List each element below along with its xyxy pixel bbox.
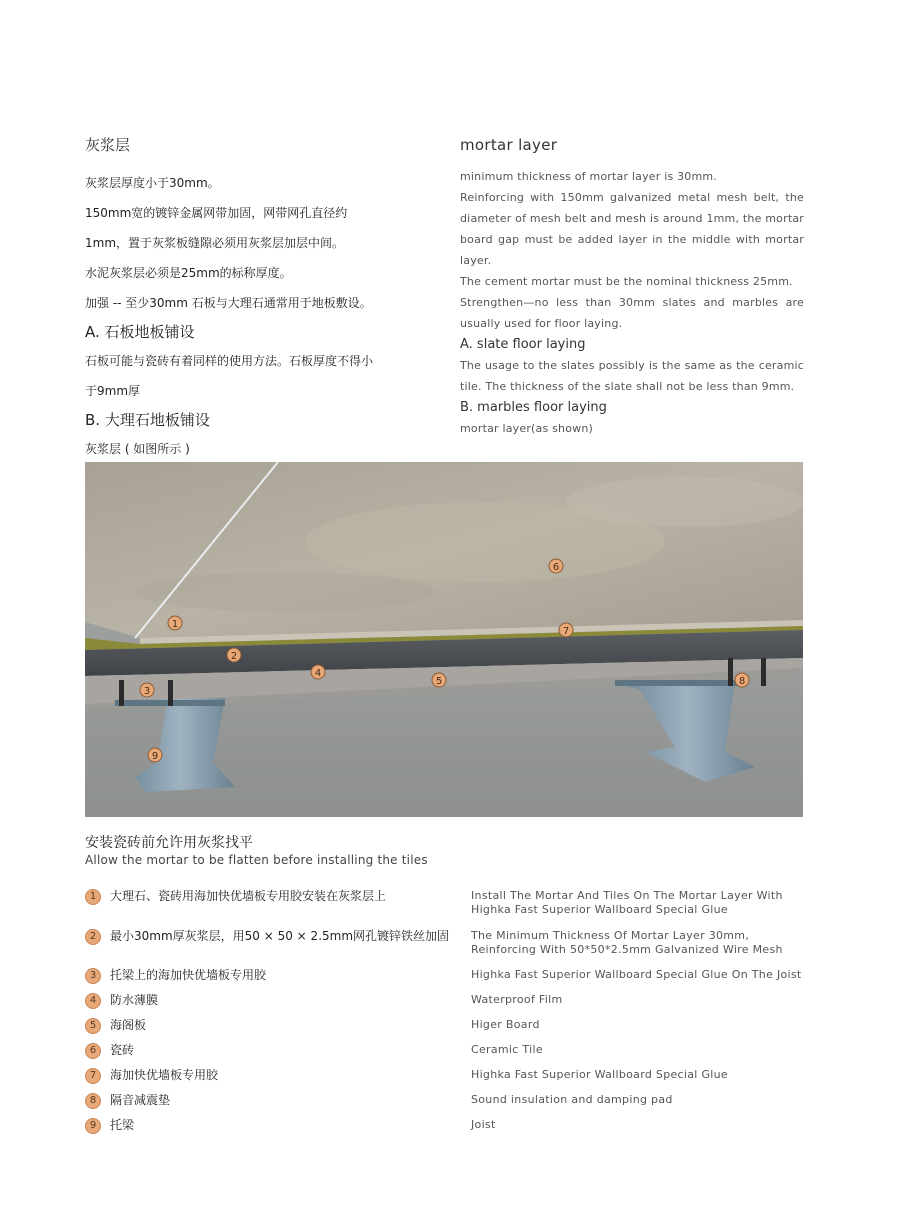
svg-text:9: 9	[151, 751, 159, 762]
zh-paragraph: 于9mm厚	[85, 384, 141, 398]
zh-subheading-b: B. 大理石地板铺设	[85, 411, 210, 429]
legend-zh: 海阁板	[110, 1018, 147, 1032]
floor-section-illustration	[85, 462, 803, 817]
marker-2	[227, 648, 241, 662]
legend-zh: 防水薄膜	[110, 993, 159, 1007]
svg-text:1: 1	[171, 619, 179, 630]
svg-text:4: 4	[314, 668, 322, 679]
legend-en: Highka Fast Superior Wallboard Special Glue	[471, 1068, 728, 1081]
legend-number: 6	[85, 1043, 101, 1059]
marker-4	[311, 665, 325, 679]
legend-en: Install The Mortar And Tiles On The Mortar Layer With Highka Fast Superior Wallboard Special Glue	[471, 889, 783, 916]
marker-9	[148, 748, 162, 762]
svg-text:2: 2	[230, 651, 238, 662]
zh-paragraph: 加强 -- 至少30mm 石板与大理石通常用于地板敷设。	[85, 296, 372, 310]
en-subheading-b: B. marbles floor laying	[460, 400, 607, 415]
en-paragraph: Reinforcing with 150mm galvanized metal mesh belt, the diameter of mesh belt and mesh is around 1mm, the mortar board gap must be added layer in the middle with mortar layer.	[460, 191, 804, 267]
english-column	[460, 134, 804, 439]
en-paragraph: The usage to the slates possibly is the same as the ceramic tile. The thickness of the slate shall not be less than 9mm.	[460, 359, 804, 393]
legend-en: Sound insulation and damping pad	[471, 1093, 673, 1106]
legend-en: Waterproof Film	[471, 993, 563, 1006]
zh-paragraph: 1mm，置于灰浆板缝隙必须用灰浆层加层中间。	[85, 236, 345, 250]
svg-text:3: 3	[143, 686, 151, 697]
svg-text:5: 5	[435, 676, 443, 687]
zh-paragraph: 水泥灰浆层必须是25mm的标称厚度。	[85, 266, 292, 280]
en-subheading-a: A. slate floor laying	[460, 337, 586, 352]
legend-number: 4	[85, 993, 101, 1009]
legend-en: Ceramic Tile	[471, 1043, 543, 1056]
svg-text:7: 7	[562, 626, 570, 637]
en-paragraph: The cement mortar must be the nominal thickness 25mm.	[460, 275, 793, 288]
legend-zh: 最小30mm厚灰浆层，用50 × 50 × 2.5mm网孔镀锌铁丝加固	[110, 929, 450, 943]
legend-zh: 大理石、瓷砖用海加快优墙板专用胶安装在灰浆层上	[110, 889, 387, 903]
legend-number: 9	[85, 1118, 101, 1134]
legend-item	[85, 1118, 805, 1148]
legend-zh: 托梁上的海加快优墙板专用胶	[110, 968, 267, 982]
caption-zh: 安装瓷砖前允许用灰浆找平	[85, 835, 253, 851]
svg-text:8: 8	[738, 676, 746, 687]
floor-section-svg	[85, 462, 803, 817]
marker-8	[735, 673, 749, 687]
legend-number: 3	[85, 968, 101, 984]
legend-number: 5	[85, 1018, 101, 1034]
en-paragraph: minimum thickness of mortar layer is 30mm.	[460, 170, 717, 183]
legend-en: The Minimum Thickness Of Mortar Layer 30mm, Reinforcing With 50*50*2.5mm Galvanized Wire Mesh	[471, 929, 783, 956]
marker-5	[432, 673, 446, 687]
legend-zh: 海加快优墙板专用胶	[110, 1068, 219, 1082]
zh-paragraph: 石板可能与瓷砖有着同样的使用方法。石板厚度不得小	[85, 354, 374, 368]
marker-1	[168, 616, 182, 630]
legend-en: Joist	[471, 1118, 496, 1131]
legend-en: Highka Fast Superior Wallboard Special Glue On The Joist	[471, 968, 802, 981]
en-title: mortar layer	[460, 136, 558, 154]
svg-text:6: 6	[552, 562, 560, 573]
zh-paragraph: 灰浆层 ( 如图所示 )	[85, 442, 190, 456]
legend-number: 8	[85, 1093, 101, 1109]
legend-item	[85, 889, 805, 919]
legend-en: Higer Board	[471, 1018, 540, 1031]
legend-number: 7	[85, 1068, 101, 1084]
legend-item	[85, 929, 805, 959]
legend-zh: 瓷砖	[110, 1043, 135, 1057]
legend-number: 1	[85, 889, 101, 905]
zh-subheading-a: A. 石板地板铺设	[85, 323, 195, 341]
legend-number: 2	[85, 929, 101, 945]
en-paragraph: Strengthen—no less than 30mm slates and marbles are usually used for floor laying.	[460, 296, 804, 330]
en-paragraph: mortar layer(as shown)	[460, 422, 593, 435]
zh-title: 灰浆层	[85, 136, 131, 154]
zh-paragraph: 灰浆层厚度小于30mm。	[85, 176, 220, 190]
marker-7	[559, 623, 573, 637]
chinese-column	[85, 134, 415, 464]
marker-6	[549, 559, 563, 573]
marker-3	[140, 683, 154, 697]
legend-zh: 隔音减震垫	[110, 1093, 171, 1107]
caption-en: Allow the mortar to be flatten before installing the tiles	[85, 853, 428, 867]
legend-zh: 托梁	[110, 1118, 135, 1132]
zh-paragraph: 150mm宽的镀锌金属网带加固，网带网孔直径约	[85, 206, 348, 220]
